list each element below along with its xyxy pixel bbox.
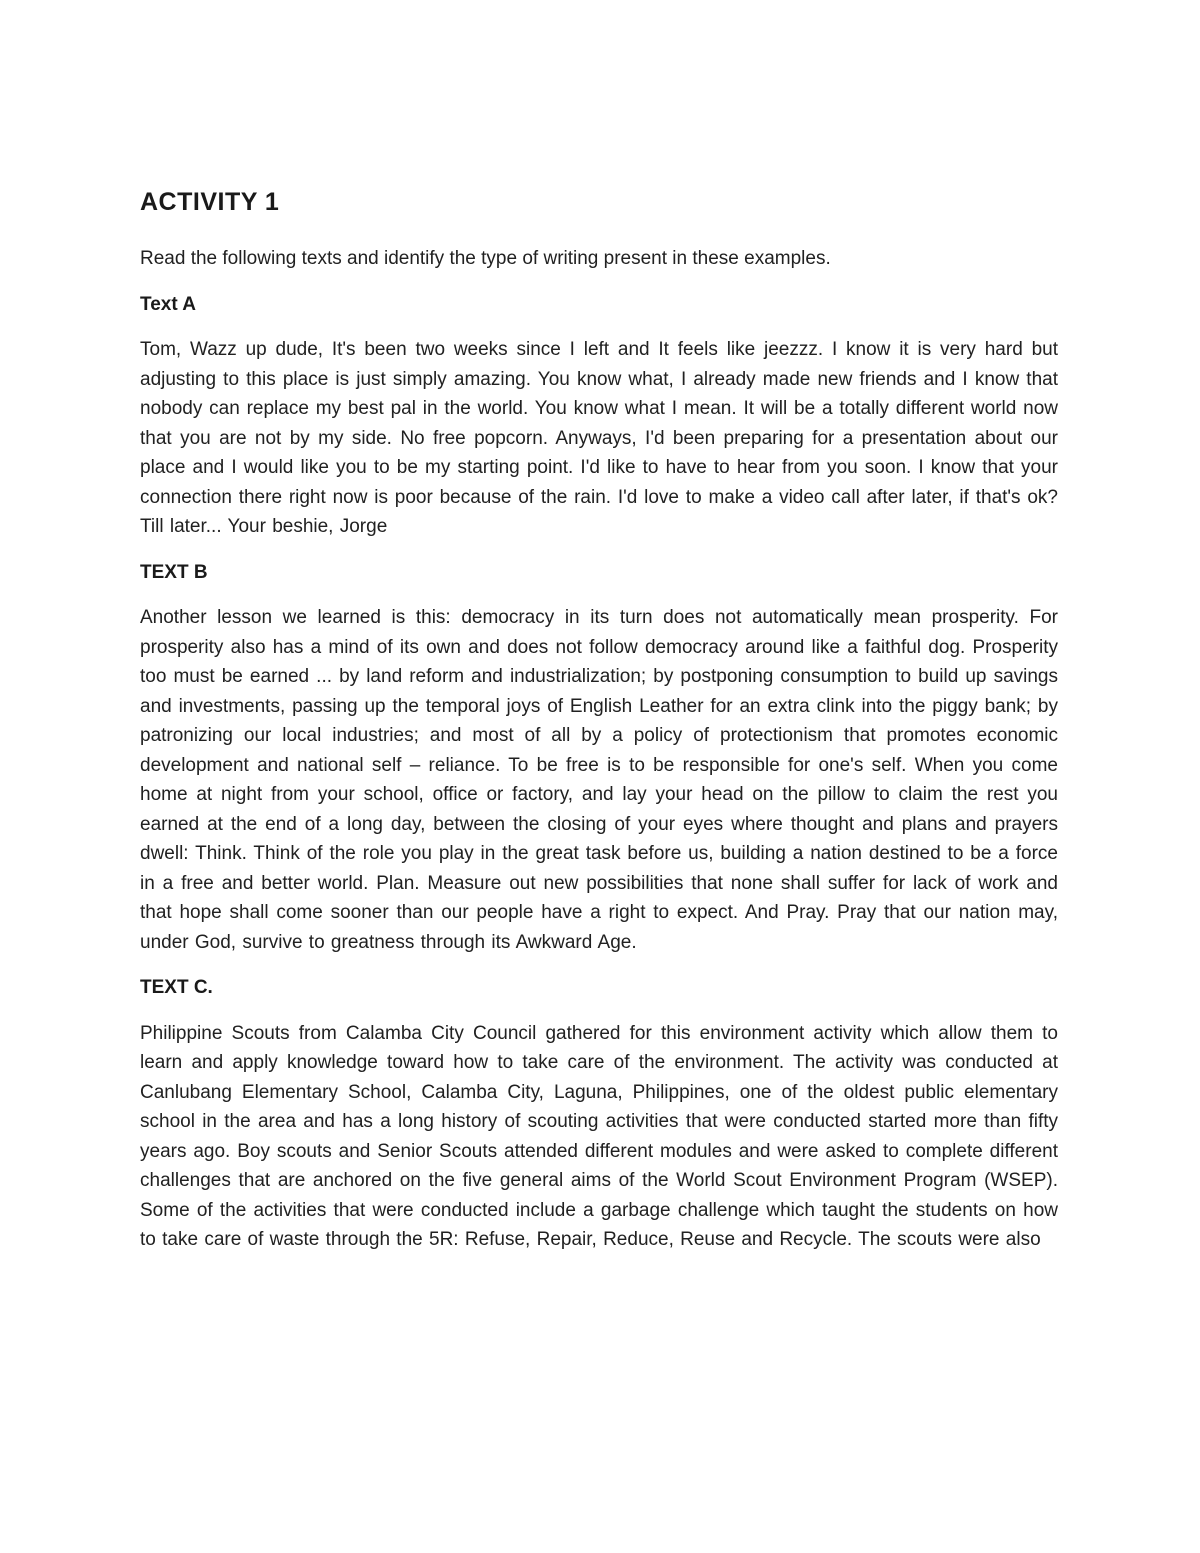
document-content xyxy=(140,187,1058,1271)
instruction-text: Read the following texts and identify the type of writing present in these examples. xyxy=(140,248,831,269)
text-c-body: Philippine Scouts from Calamba City Council gathered for this environment activity which allow them to learn and apply knowledge toward how to take care of the environment. The activity was conducted at Canlubang Elementary School, Calamba City, Laguna, Philippines, one of the oldest public elementary school in the area and has a long history of scouting activities that were conducted started more than fifty years ago. Boy scouts and Senior Scouts attended different modules and were asked to complete different challenges that are anchored on the five general aims of the World Scout Environment Program (WSEP). Some of the activities that were conducted include a garbage challenge which taught the students on how to take care of waste through the 5R: Refuse, Repair, Reduce, Reuse and Recycle. The scouts were also xyxy=(140,1022,1058,1250)
text-b-label: TEXT B xyxy=(140,561,208,583)
text-b-body: Another lesson we learned is this: democracy in its turn does not automatically mean prosperity. For prosperity also has a mind of its own and does not follow democracy around like a faithful dog. Prosperity too must be earned ... by land reform and industrialization; by postponing consumption to build up savings and investments, passing up the temporal joys of English Leather for an extra clink into the piggy bank; by patronizing our local industries; and most of all by a policy of protectionism that promotes economic development and national self – reliance. To be free is to be responsible for one's self. When you come home at night from your school, office or factory, and lay your head on the pillow to claim the rest you earned at the end of a long day, between the closing of your eyes where thought and plans and prayers dwell: Think. Think of the role you play in the great task before us, building a nation destined to be a force in a free and better world. Plan. Measure out new possibilities that none shall suffer for lack of work and that hope shall come sooner than our people have a right to expect. And Pray. Pray that our nation may, under God, survive to greatness through its Awkward Age. xyxy=(140,607,1058,953)
text-a-label: Text A xyxy=(140,293,196,315)
text-c-label: TEXT C. xyxy=(140,977,213,998)
section-text-c xyxy=(140,973,1058,1255)
section-text-a xyxy=(140,290,1058,542)
text-a-body: Tom, Wazz up dude, It's been two weeks since I left and It feels like jeezzz. I know it is very hard but adjusting to this place is just simply amazing. You know what, I already made new friends and I know that nobody can replace my best pal in the world. You know what I mean. It will be a totally different world now that you are not by my side. No free popcorn. Anyways, I'd been preparing for a presentation about our place and I would like you to be my starting point. I'd like to have to hear from you soon. I know that your connection there right now is poor because of the rain. I'd love to make a video call after later, if that's ok? Till later... Your beshie, Jorge xyxy=(140,339,1058,537)
section-text-b xyxy=(140,558,1058,958)
page-title: ACTIVITY 1 xyxy=(140,188,280,216)
